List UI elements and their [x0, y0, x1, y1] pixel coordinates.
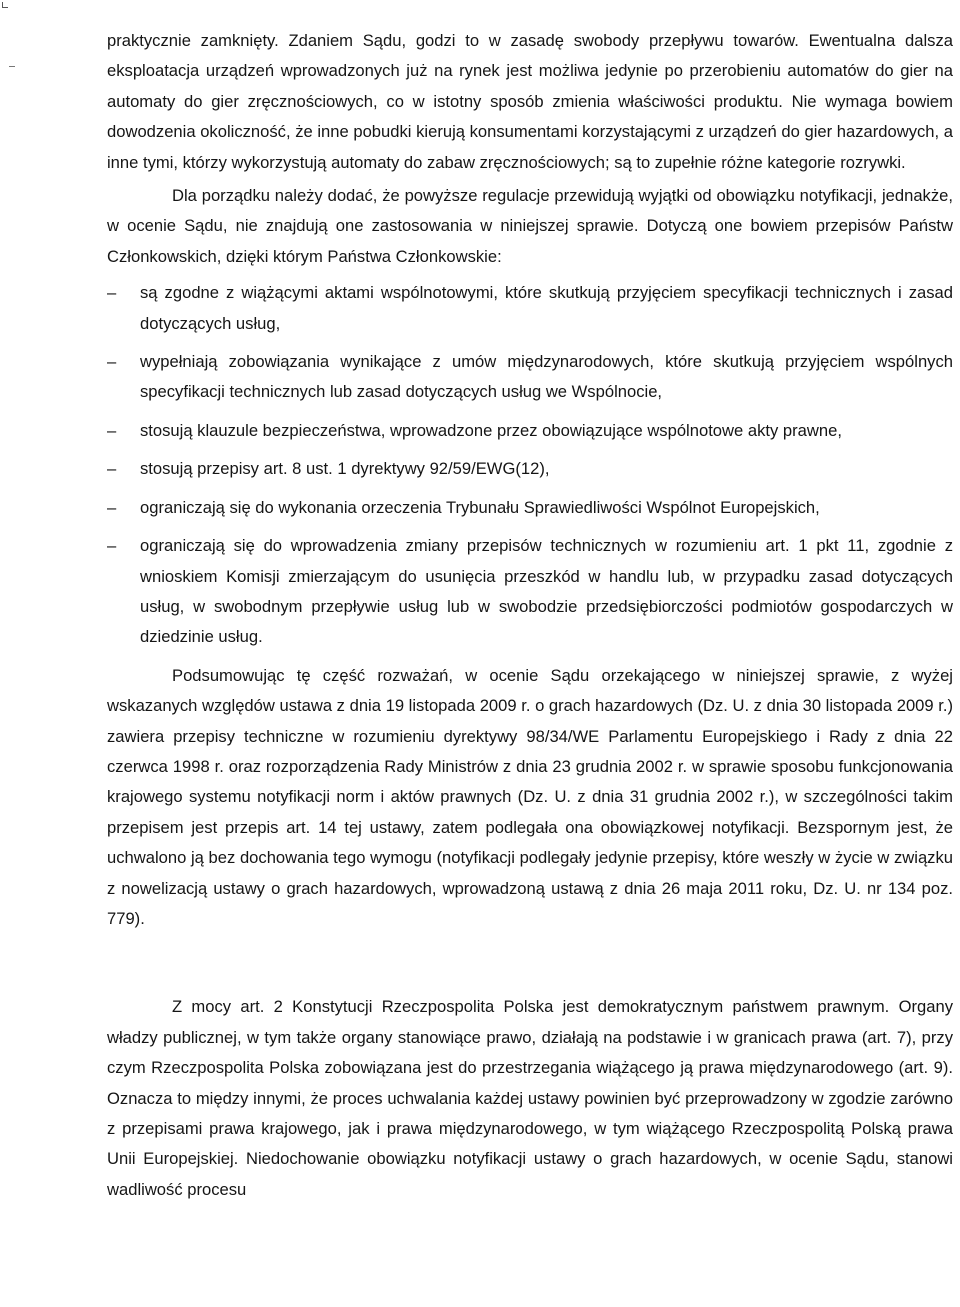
list-item [107, 416, 953, 446]
list-item-text: są zgodne z wiążącymi aktami wspólnotowymi, które skutkują przyjęciem specyfikacji technicznych i zasad dotyczących usług, [140, 283, 953, 333]
dash-bullet: – [107, 420, 117, 440]
dash-bullet: – [107, 459, 117, 479]
dash-bullet: – [107, 536, 117, 556]
dash-bullet: – [107, 352, 117, 372]
dash-bullet: – [107, 283, 117, 303]
list-item-text: stosują klauzule bezpieczeństwa, wprowadzone przez obowiązujące wspólnotowe akty prawne, [140, 420, 842, 440]
list-item [107, 493, 953, 523]
exceptions-list [107, 278, 953, 652]
list-item-text: ograniczają się do wykonania orzeczenia Trybunału Sprawiedliwości Wspólnot Europejskich, [140, 497, 820, 517]
list-item-text: stosują przepisy art. 8 ust. 1 dyrektywy 92/59/EWG(12), [140, 459, 550, 479]
scan-corner-mark [2, 2, 8, 8]
dash-bullet: – [107, 497, 117, 517]
list-item [107, 531, 953, 653]
list-item-text: ograniczają się do wprowadzenia zmiany przepisów technicznych w rozumieniu art. 1 pkt 11, zgodnie z wnioskiem Komisji zmierzającym do usunięcia przeszkód w handlu lub, w przypadku zasad dotyczących usług, w swobodnym przepływie usług lub w swobodzie przedsiębiorczości podmiotów gospodarczych w dziedzinie usług. [140, 536, 953, 647]
paragraph-2: Dla porządku należy dodać, że powyższe regulacje przewidują wyjątki od obowiązku notyfikacji, jednakże, w ocenie Sądu, nie znajdują one zastosowania w niniejszej sprawie. Dotyczą one bowiem przepisów Państw Członkowskich, dzięki którym Państwa Członkowskie: [107, 186, 953, 266]
scan-margin-mark [9, 66, 15, 67]
list-item [107, 278, 953, 339]
list-item-text: wypełniają zobowiązania wynikające z umów międzynarodowych, które skutkują przyjęciem wspólnych specyfikacji technicznych lub zasad dotyczących usług we Wspólnocie, [140, 352, 953, 402]
document-page [107, 26, 953, 1205]
paragraph-4: Z mocy art. 2 Konstytucji Rzeczpospolita Polska jest demokratycznym państwem prawnym. Organy władzy publicznej, w tym także organy stanowiące prawo, działają na podstawie i w granicach prawa (art. 7), przy czym Rzeczpospolita Polska zobowiązana jest do przestrzegania wiążącego ją prawa międzynarodowego (art. 9). Oznacza to między innymi, że proces uchwalania każdej ustawy powinien być przeprowadzony w zgodzie zarówno z przepisami prawa krajowego, jak i prawa międzynarodowego, w tym wiążącego Rzeczpospolitą Polską prawa Unii Europejskiej. Niedochowanie obowiązku notyfikacji ustawy o grach hazardowych, w ocenie Sądu, stanowi wadliwość procesu [107, 997, 953, 1199]
list-item [107, 454, 953, 484]
list-item [107, 347, 953, 408]
paragraph-1: praktycznie zamknięty. Zdaniem Sądu, godzi to w zasadę swobody przepływu towarów. Ewentualna dalsza eksploatacja urządzeń wprowadzonych już na rynek jest możliwa jedynie po przerobieniu automatów do gier na automaty do gier zręcznościowych, co w istotny sposób zmienia właściwości produktu. Nie wymaga bowiem dowodzenia okoliczność, że inne pobudki kierują konsumentami korzystającymi z urządzeń do gier hazardowych, a inne tymi, którzy wykorzystują automaty do zabaw zręcznościowych; są to zupełnie różne kategorie rozrywki. [107, 31, 953, 172]
paragraph-3: Podsumowując tę część rozważań, w ocenie Sądu orzekającego w niniejszej sprawie, z wyżej wskazanych względów ustawa z dnia 19 listopada 2009 r. o grach hazardowych (Dz. U. z dnia 30 listopada 2009 r.) zawiera przepisy techniczne w rozumieniu dyrektywy 98/34/WE Parlamentu Europejskiego i Rady z dnia 22 czerwca 1998 r. oraz rozporządzenia Rady Ministrów z dnia 23 grudnia 2002 r. w sprawie sposobu funkcjonowania krajowego systemu notyfikacji norm i aktów prawnych (Dz. U. z dnia 31 grudnia 2002 r.), w szczególności takim przepisem jest przepis art. 14 tej ustawy, zatem podlegała ona obowiązkowej notyfikacji. Bezspornym jest, że uchwalono ją bez dochowania tego wymogu (notyfikacji podlegały jedynie przepisy, które weszły w życie w związku z nowelizacją ustawy o grach hazardowych, wprowadzoną ustawą z dnia 26 maja 2011 roku, Dz. U. nr 134 poz. 779). [107, 665, 953, 928]
